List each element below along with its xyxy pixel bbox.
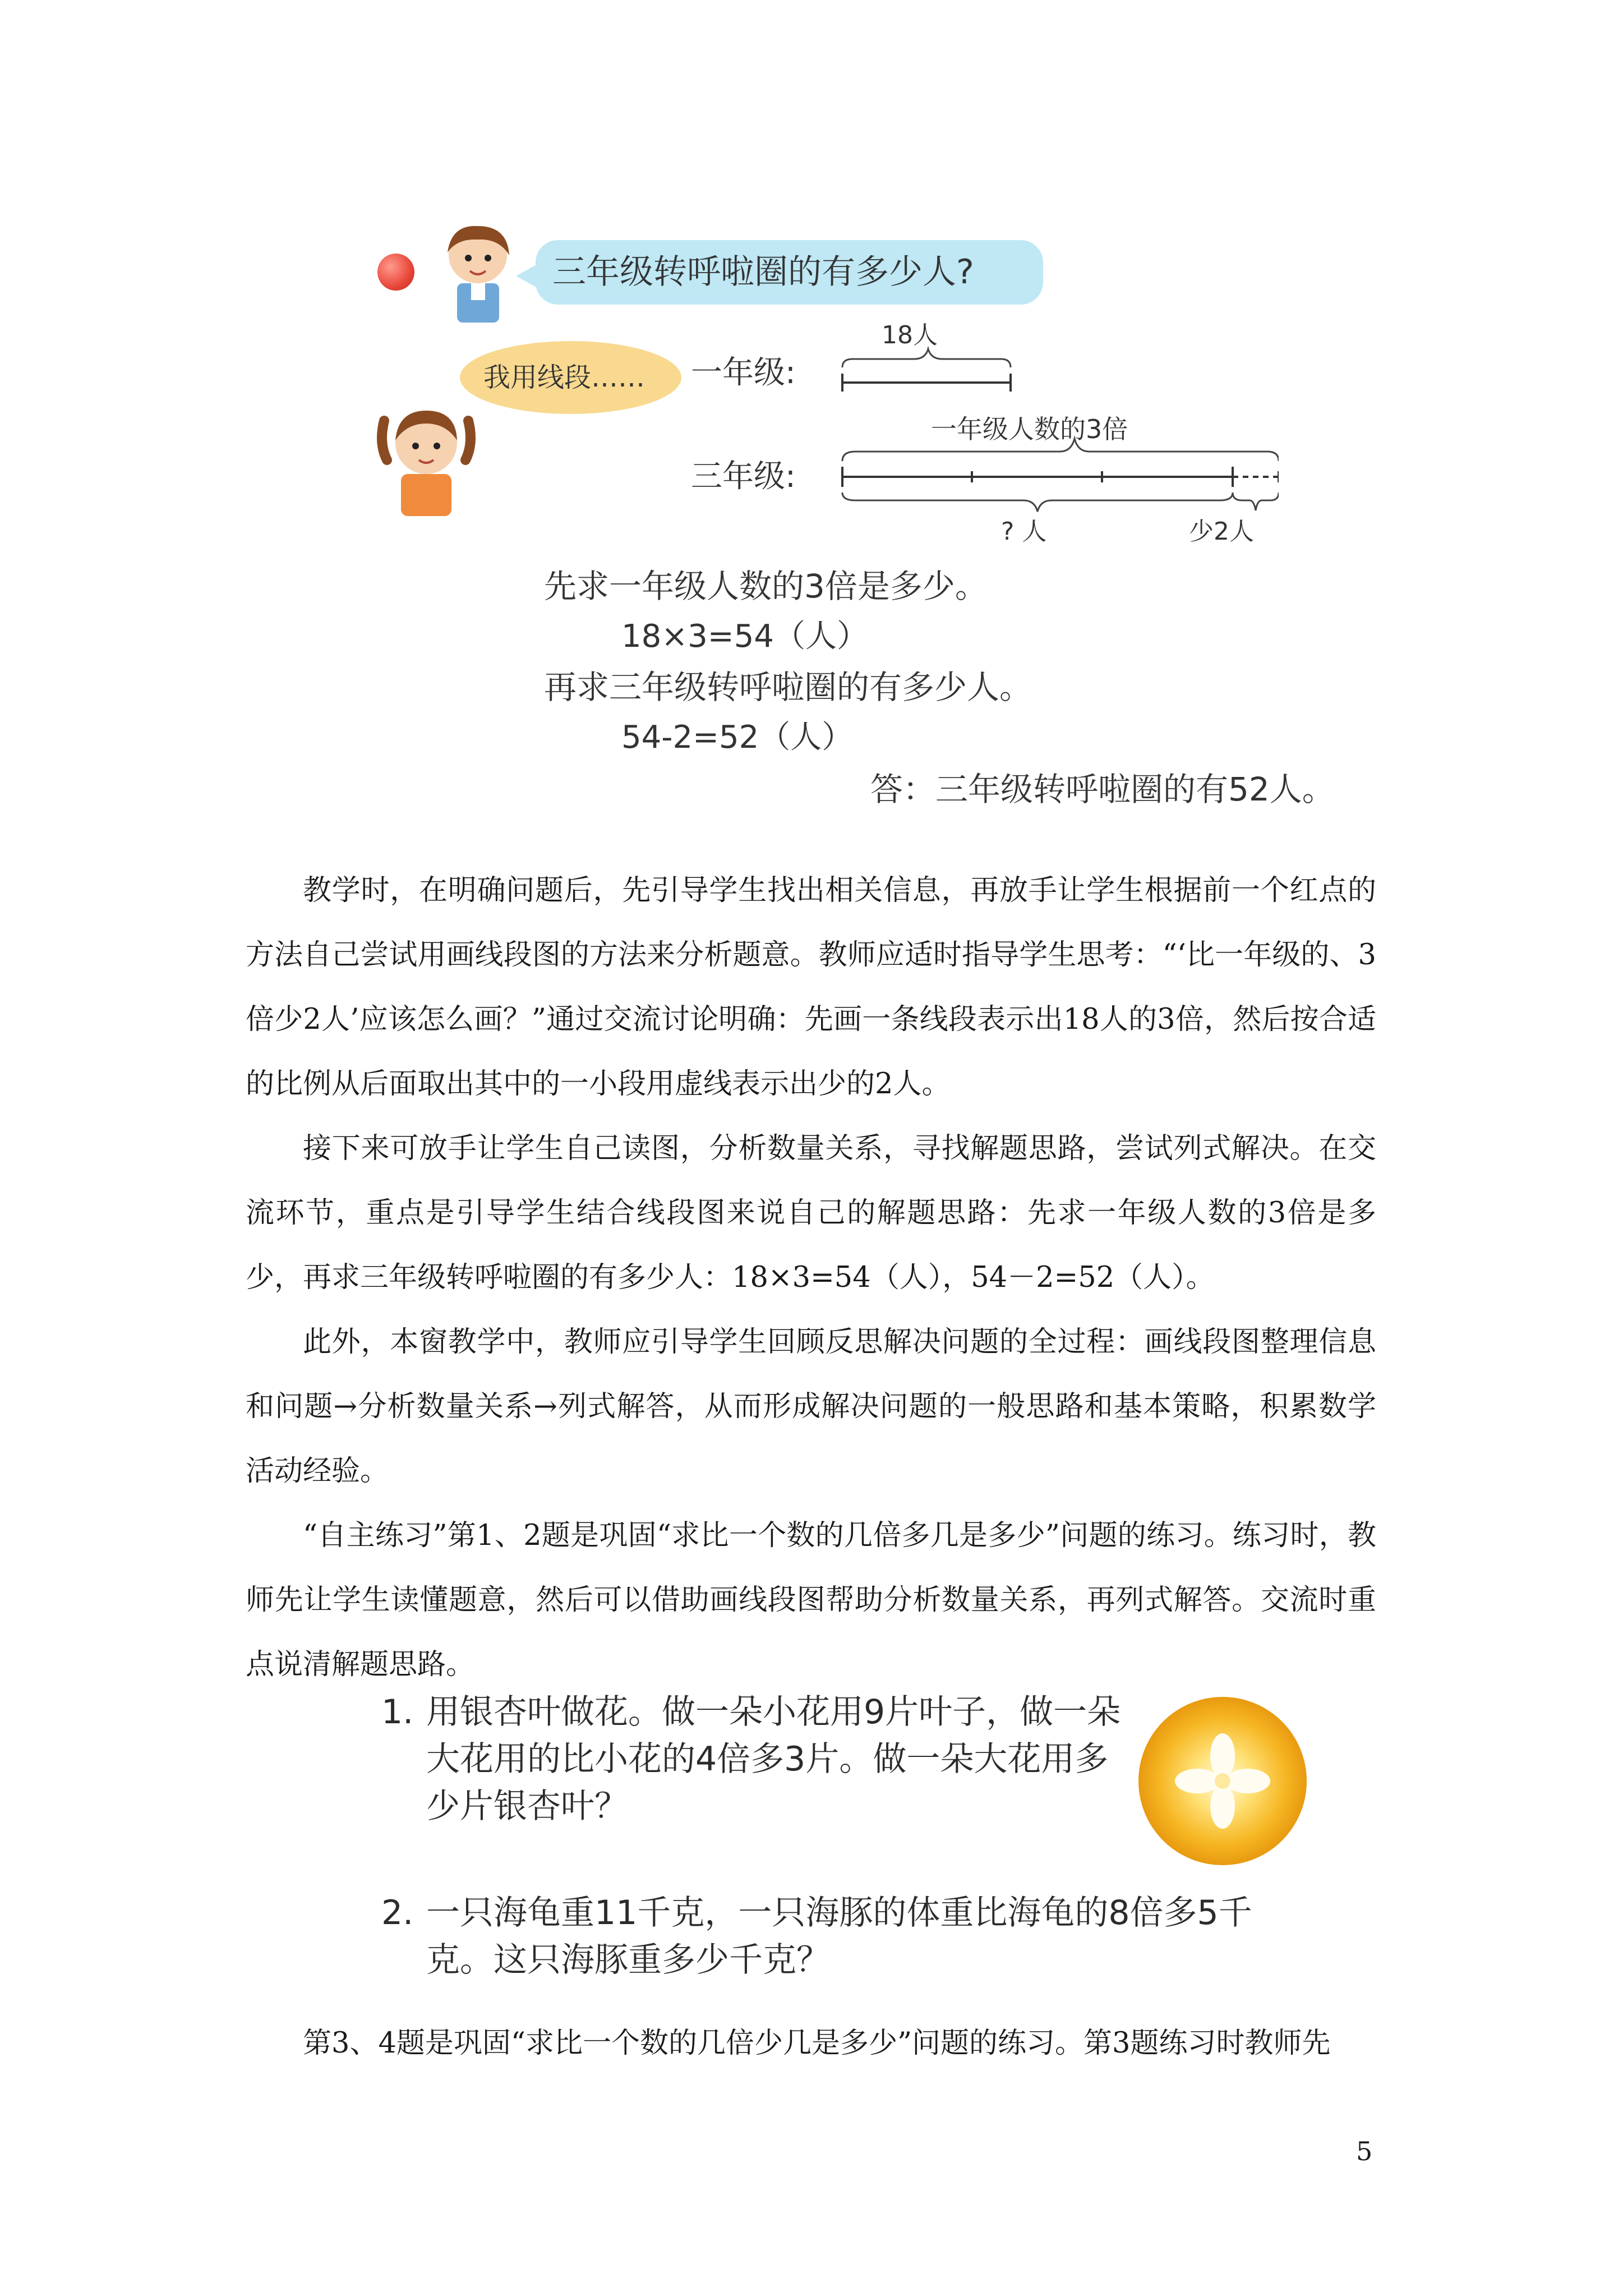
bubble-tail [516, 264, 538, 288]
grade3-segment [842, 439, 1279, 512]
answer: 答：三年级转呼啦圈的有52人。 [870, 770, 1335, 808]
paragraph: 第3、4题是巩固“求比一个数的几倍少几是多少”问题的练习。第3题练习时教师先 [303, 2027, 1331, 2060]
exercise-text: 用银杏叶做花。做一朵小花用9片叶子，做一朵大花用的比小花的4倍多3片。做一朵大花用多少片银杏叶？ [426, 1692, 1121, 1826]
exercise-text: 一只海龟重11千克，一只海豚的体重比海龟的8倍多5千克。这只海豚重多少千克？ [426, 1893, 1252, 1980]
girl-speech: 我用线段…… [483, 362, 645, 393]
boy-illustration [432, 222, 524, 323]
unknown-label: ? 人 [1001, 517, 1047, 546]
exercise-2 [381, 1889, 1335, 1984]
less-label: 少2人 [1189, 517, 1254, 546]
page-number: 5 [1356, 2136, 1373, 2166]
grade3-label: 三年级: [691, 458, 796, 495]
exercise-1 [381, 1688, 1127, 1830]
step1: 先求一年级人数的3倍是多少。 [544, 567, 988, 605]
paragraph: 接下来可放手让学生自己读图，分析数量关系，寻找解题思路，尝试列式解决。在交流环节，重点是引导学生结合线段图来说自己的解题思路：先求一年级人数的3倍是多少，再求三年级转呼啦圈的有多少人：18×3=54（人），54－2=52（人）。 [246, 1132, 1376, 1294]
girl-illustration [373, 404, 479, 516]
paragraph: “自主练习”第1、2题是巩固“求比一个数的几倍多几是多少”问题的练习。练习时，教师先让学生读懂题意，然后可以借助画线段图帮助分析数量关系，再列式解答。交流时重点说清解题思路。 [246, 1519, 1376, 1681]
equation2: 54-2=52（人） [621, 719, 854, 756]
equation1: 18×3=54（人） [621, 618, 868, 655]
red-dot-icon [377, 254, 414, 291]
grade1-segment [842, 349, 1011, 392]
exercise-number: 2. [381, 1893, 414, 1932]
grade1-label: 一年级: [691, 355, 796, 391]
ginkgo-flower-image [1136, 1694, 1310, 1868]
exercise-number: 1. [381, 1692, 414, 1732]
grade3-top-label: 一年级人数的3倍 [931, 414, 1128, 444]
boy-question: 三年级转呼啦圈的有多少人? [552, 252, 974, 292]
step2: 再求三年级转呼啦圈的有多少人。 [544, 668, 1032, 706]
paragraph: 教学时，在明确问题后，先引导学生找出相关信息，再放手让学生根据前一个红点的方法自己尝试用画线段图的方法来分析题意。教师应适时指导学生思考：“‘比一年级的、3倍少2人’应该怎么画？”通过交流讨论明确：先画一条线段表示出18人的3倍，然后按合适的比例从后面取出其中的一小段用虚线表示出少的2人。 [246, 874, 1376, 1101]
grade1-value: 18人 [882, 321, 938, 349]
paragraph: 此外，本窗教学中，教师应引导学生回顾反思解决问题的全过程：画线段图整理信息和问题→分析数量关系→列式解答，从而形成解决问题的一般思路和基本策略，积累数学活动经验。 [246, 1326, 1376, 1488]
body-text [246, 858, 1376, 1697]
